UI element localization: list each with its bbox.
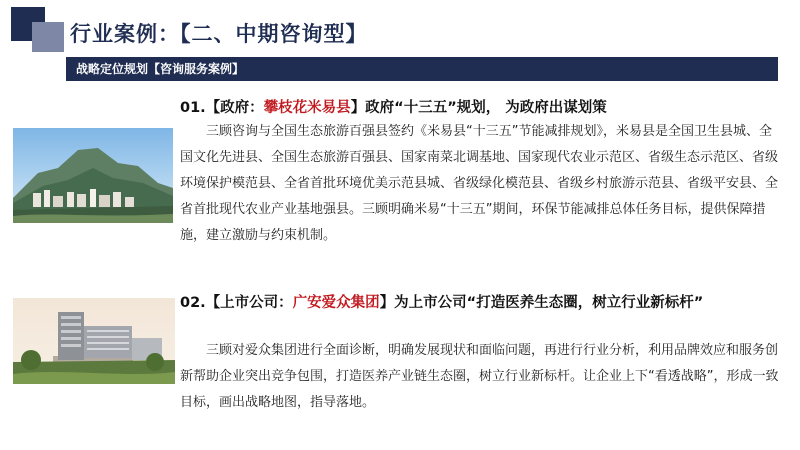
case-2-suffix: 】为上市公司“打造医养生态圈，树立行业新标杆”: [379, 295, 704, 311]
case-2-prefix: 02.【上市公司：: [180, 295, 293, 311]
case-1-body: [180, 119, 780, 249]
office-building-illustration: [13, 298, 175, 384]
decor-square-light: [32, 22, 64, 52]
case-2-body: [180, 338, 780, 416]
case-1-image: [13, 128, 173, 223]
case-1-suffix: 】政府“十三五”规划， 为政府出谋划策: [350, 100, 607, 116]
case-2-body-text: 三顾对爱众集团进行全面诊断，明确发展现状和面临问题，再进行行业分析，利用品牌效应和服务创新帮助企业突出竞争包围，打造医养产业链生态圈，树立行业新标杆。让企业上下“看透战略”，形成一致目标，画出战略地图，指导落地。: [180, 343, 779, 410]
mountain-town-illustration: [13, 128, 173, 223]
subtitle-bar: 战略定位规划【咨询服务案例】: [66, 57, 778, 81]
case-2-highlight: 广安爱众集团: [292, 295, 380, 311]
case-1-title: [180, 96, 607, 117]
case-2-image: [13, 298, 175, 384]
case-2-title: [180, 290, 780, 316]
case-1-body-text: 三顾咨询与全国生态旅游百强县签约《米易县“十三五”节能减排规划》，米易县是全国卫生县城、全国文化先进县、全国生态旅游百强县、国家南菜北调基地、国家现代农业示范区、省级生态示范区、省级环境保护模范县、全省首批环境优美示范县城、省级绿化模范县、省级乡村旅游示范县、省级平安县、全省首批现代农业产业基地强县。三顾明确米易“十三五”期间，环保节能减排总体任务目标，提供保障措施，建立激励与约束机制。: [180, 124, 779, 243]
case-1-highlight: 攀枝花米易县: [263, 100, 351, 116]
page-title: 行业案例：【二、中期咨询型】: [70, 22, 368, 46]
case-1-prefix: 01.【政府：: [180, 100, 264, 116]
